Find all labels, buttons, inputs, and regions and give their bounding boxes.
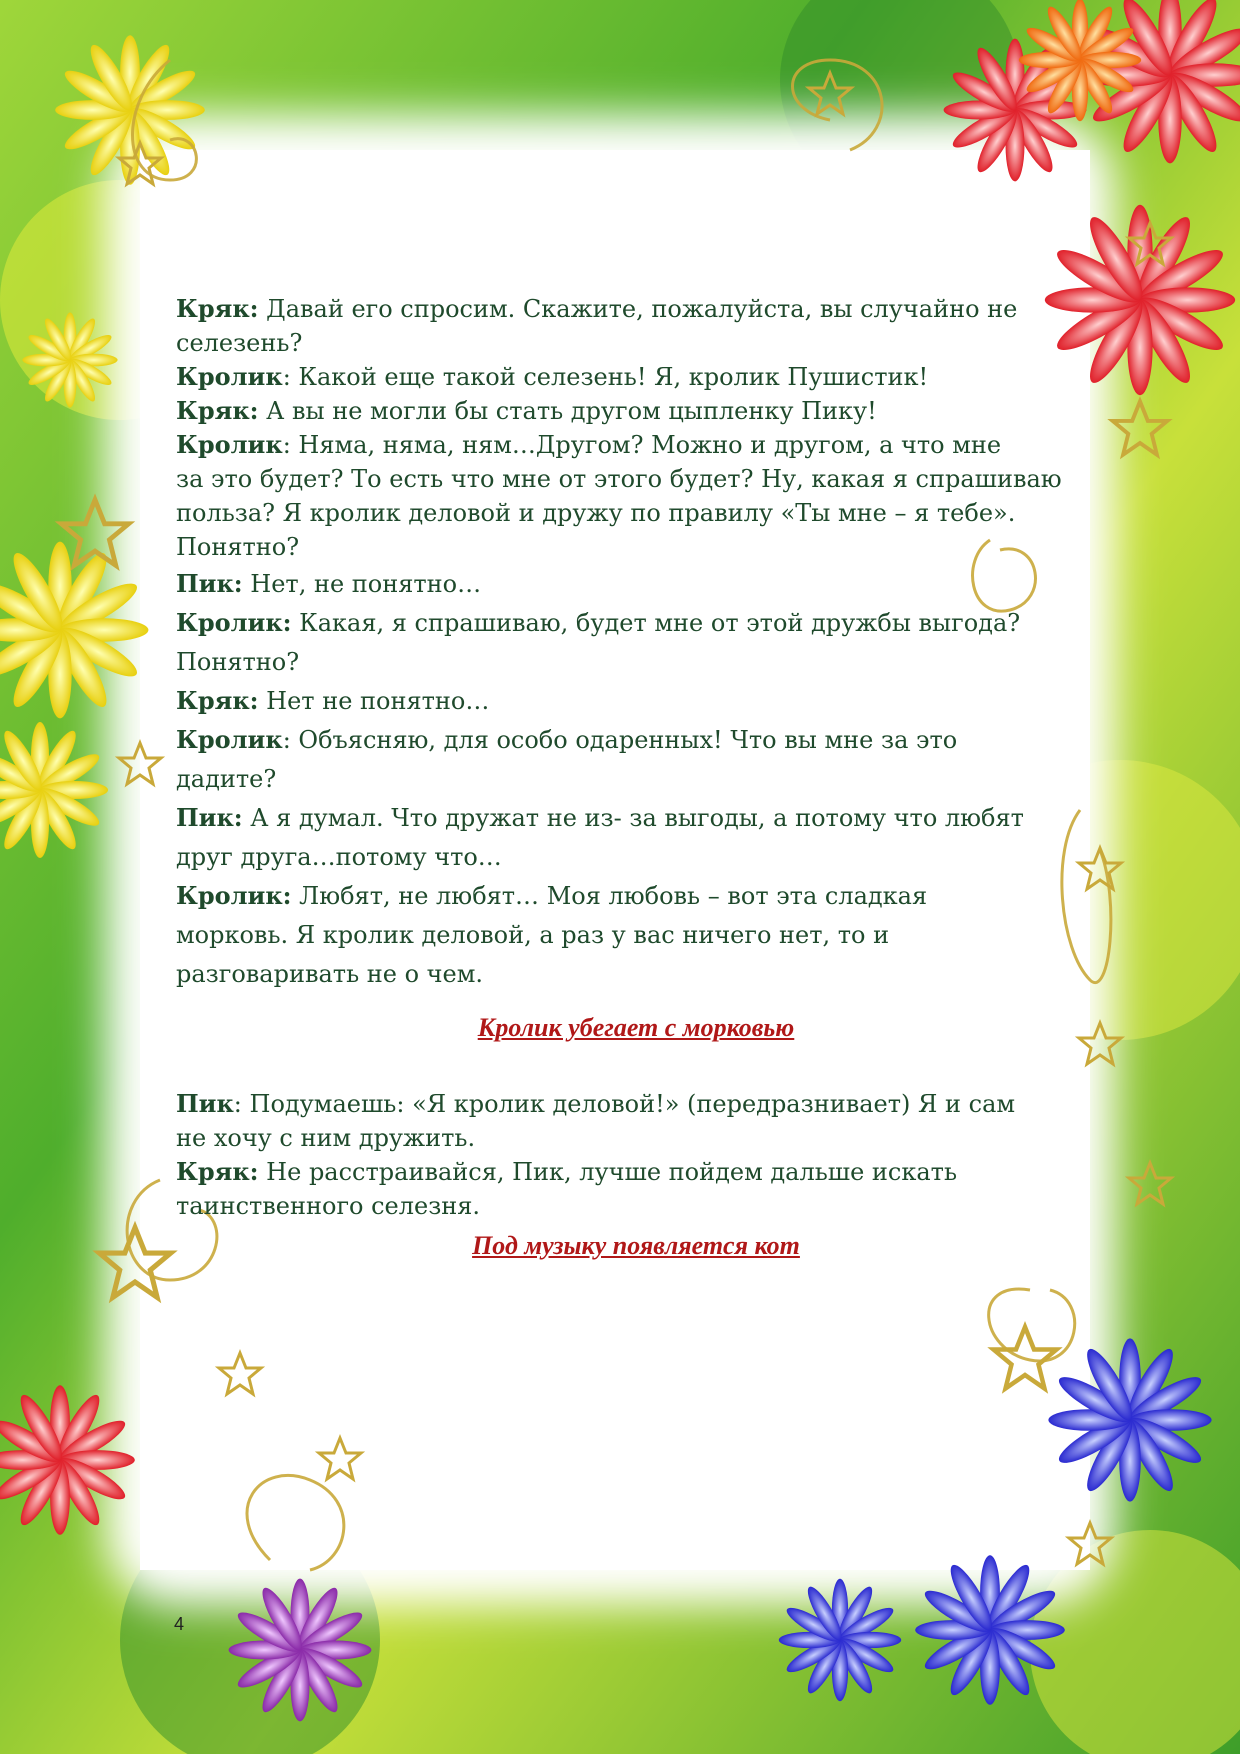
dialogue-text: за это будет? То есть что мне от этого будет? Ну, какая я спрашиваю [176, 465, 1062, 493]
dialogue-line [176, 1087, 1096, 1121]
script-text [176, 292, 1096, 1261]
dialogue-text: селезень? [176, 329, 303, 357]
dialogue-text: : Няма, няма, ням…Другом? Можно и другом, а что мне [282, 431, 1002, 459]
page-number: 4 [174, 1614, 185, 1634]
speaker-name: Кряк: [176, 396, 259, 425]
dialogue-text: Давай его спросим. Скажите, пожалуйста, вы случайно не [258, 295, 1018, 323]
stage-direction-cat-appears: Под музыку появляется кот [472, 1231, 800, 1260]
dialogue-line [176, 564, 1096, 603]
dialogue-line [176, 496, 1096, 530]
dialogue-text: Понятно? [176, 648, 300, 676]
dialogue-line [176, 1121, 1096, 1155]
dialogue-line [176, 360, 1096, 394]
dialogue-text: : Какой еще такой селезень! Я, кролик Пушистик! [282, 363, 929, 391]
dialogue-line [176, 462, 1096, 496]
dialogue-line [176, 603, 1096, 642]
speaker-name: Пик: [176, 569, 243, 598]
stage-direction-rabbit-runs: Кролик убегает с морковью [477, 1013, 795, 1042]
dialogue-line [176, 915, 1096, 954]
dialogue-line [176, 1155, 1096, 1189]
speaker-name: Кряк: [176, 294, 259, 323]
dialogue-line [176, 530, 1096, 564]
speaker-name: Кряк: [176, 686, 259, 715]
speaker-name: Кряк: [176, 1157, 259, 1186]
dialogue-text: А вы не могли бы стать другом цыпленку Пику! [258, 397, 877, 425]
dialogue-line [176, 837, 1096, 876]
dialogue-line [176, 1189, 1096, 1223]
dialogue-text: разговаривать не о чем. [176, 960, 484, 988]
dialogue-line [176, 798, 1096, 837]
speaker-name: Пик: [176, 803, 243, 832]
speaker-name: Кролик [176, 430, 283, 459]
dialogue-line [176, 954, 1096, 993]
dialogue-text: Нет не понятно… [258, 687, 490, 715]
dialogue-line [176, 394, 1096, 428]
speaker-name: Кролик: [176, 881, 292, 910]
dialogue-line [176, 326, 1096, 360]
dialogue-line [176, 720, 1096, 759]
dialogue-line [176, 642, 1096, 681]
dialogue-text: Не расстраивайся, Пик, лучше пойдем дальше искать [258, 1158, 958, 1186]
dialogue-text: Какая, я спрашиваю, будет мне от этой дружбы выгода? [291, 609, 1021, 637]
dialogue-text: дадите? [176, 765, 277, 793]
dialogue-text: друг друга…потому что… [176, 843, 502, 871]
dialogue-line [176, 681, 1096, 720]
dialogue-line [176, 428, 1096, 462]
dialogue-line [176, 759, 1096, 798]
dialogue-text: польза? Я кролик деловой и дружу по правилу «Ты мне – я тебе». [176, 499, 1016, 527]
dialogue-text: А я думал. Что дружат не из- за выгоды, а потому что любят [242, 804, 1024, 832]
speaker-name: Кролик: [176, 608, 292, 637]
dialogue-text: Нет, не понятно… [242, 570, 482, 598]
dialogue-line [176, 292, 1096, 326]
dialogue-text: морковь. Я кролик деловой, а раз у вас ничего нет, то и [176, 921, 890, 949]
speaker-name: Кролик [176, 725, 283, 754]
dialogue-text: не хочу с ним дружить. [176, 1124, 476, 1152]
dialogue-line [176, 876, 1096, 915]
dialogue-text: : Подумаешь: «Я кролик деловой!» (передразнивает) Я и сам [233, 1090, 1016, 1118]
dialogue-text: Любят, не любят… Моя любовь – вот эта сладкая [291, 882, 928, 910]
speaker-name: Кролик [176, 362, 283, 391]
dialogue-text: таинственного селезня. [176, 1192, 481, 1220]
speaker-name: Пик [176, 1089, 234, 1118]
dialogue-text: Понятно? [176, 533, 300, 561]
dialogue-text: : Объясняю, для особо одаренных! Что вы мне за это [282, 726, 958, 754]
